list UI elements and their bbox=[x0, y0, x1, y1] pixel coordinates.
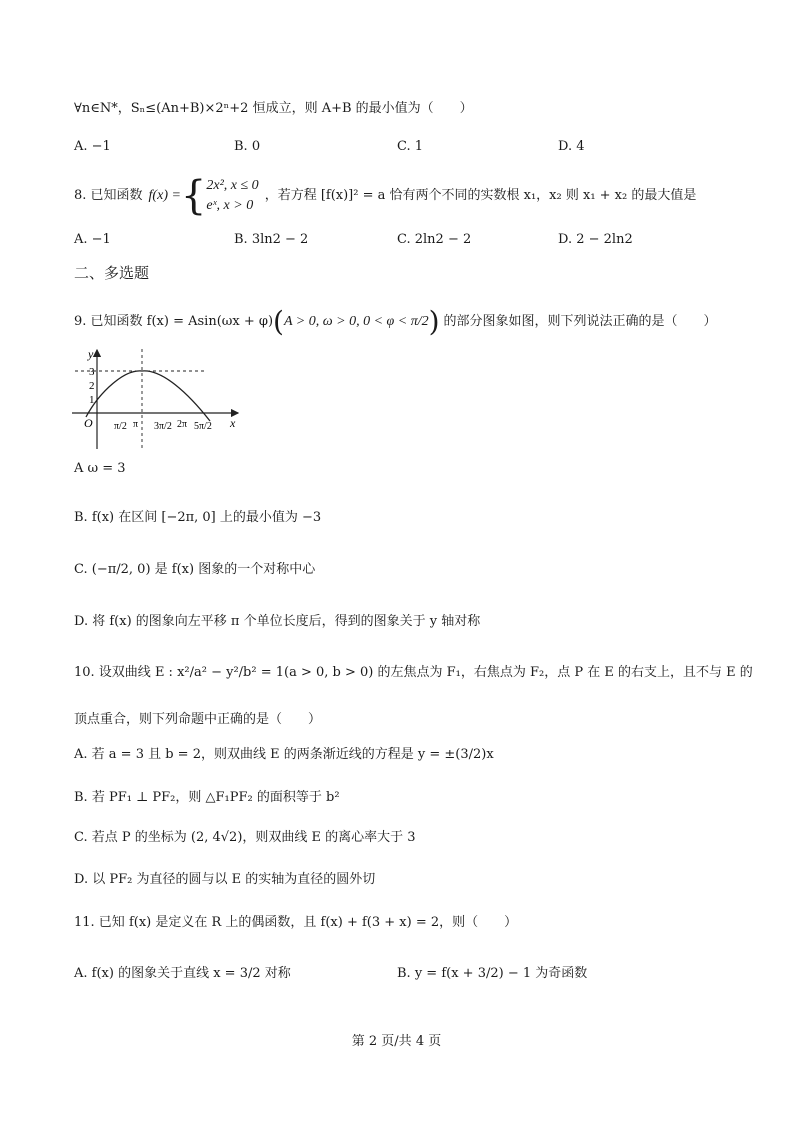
q7-option-c: C. 1 bbox=[397, 139, 424, 154]
x-tick-3pi-2: 3π/2 bbox=[154, 421, 172, 432]
q7-text: ∀n∈N*，Sₙ≤(An+B)×2ⁿ+2 恒成立，则 A+B 的最小值为（ ） bbox=[74, 101, 473, 116]
q9-option-d: D. 将 f(x) 的图象向左平移 π 个单位长度后，得到的图象关于 y 轴对称 bbox=[74, 614, 481, 629]
x-tick-2pi: 2π bbox=[177, 419, 188, 430]
q8-brace: { bbox=[180, 173, 207, 219]
x-tick-pi-2: π/2 bbox=[114, 421, 127, 432]
q7-option-d: D. 4 bbox=[558, 139, 585, 154]
q8-case-2: eˣ, x > 0 bbox=[206, 198, 254, 213]
q9-text bbox=[74, 304, 717, 340]
q9-text2: 的部分图象如图，则下列说法正确的是（ ） bbox=[443, 314, 717, 329]
q11-text: 11. 已知 f(x) 是定义在 R 上的偶函数，且 f(x) + f(3 + x) = 2，则（ ） bbox=[74, 915, 518, 930]
x-tick-5pi-2: 5π/2 bbox=[194, 421, 212, 432]
q8-text2: ，若方程 [f(x)]² = a 恰有两个不同的实数根 x₁，x₂ 则 x₁ + x₂ 的最大值是 bbox=[264, 188, 697, 203]
q11-option-a: A. f(x) 的图象关于直线 x = 3/2 对称 bbox=[74, 966, 291, 981]
q9-condition: A > 0, ω > 0, 0 < φ < π/2 bbox=[283, 314, 429, 329]
q8-case-1: 2x², x ≤ 0 bbox=[206, 178, 259, 193]
q10-text2: 顶点重合，则下列命题中正确的是（ ） bbox=[74, 712, 322, 727]
section-title: 二、多选题 bbox=[74, 264, 150, 282]
q9-graph bbox=[70, 347, 250, 452]
q11-option-b: B. y = f(x + 3/2) − 1 为奇函数 bbox=[397, 966, 588, 981]
q7-option-b: B. 0 bbox=[234, 139, 261, 154]
y-tick-1: 1 bbox=[89, 394, 95, 406]
q8-option-a: A. −1 bbox=[74, 232, 111, 247]
page-footer: 第 2 页/共 4 页 bbox=[351, 1034, 442, 1049]
q10-option-d: D. 以 PF₂ 为直径的圆与以 E 的实轴为直径的圆外切 bbox=[74, 872, 376, 887]
q9-paren-left: ( bbox=[273, 305, 284, 338]
q8-text bbox=[74, 174, 696, 218]
q8-option-b: B. 3ln2 − 2 bbox=[234, 232, 309, 247]
q9-text1: 9. 已知函数 f(x) = Asin(ωx + φ) bbox=[74, 314, 274, 329]
y-tick-3: 3 bbox=[89, 366, 95, 378]
origin-label: O bbox=[84, 416, 93, 430]
q9-option-a: A ω = 3 bbox=[74, 461, 126, 476]
q8-option-d: D. 2 − 2ln2 bbox=[558, 232, 633, 247]
q8-option-c: C. 2ln2 − 2 bbox=[397, 232, 472, 247]
y-tick-2: 2 bbox=[89, 380, 95, 392]
x-axis-label: x bbox=[230, 416, 236, 430]
q8-fx: f(x) = bbox=[148, 188, 181, 203]
q10-option-a: A. 若 a = 3 且 b = 2，则双曲线 E 的两条渐近线的方程是 y = ±(3/2)x bbox=[74, 747, 494, 762]
x-tick-pi: π bbox=[133, 419, 139, 430]
q10-option-c: C. 若点 P 的坐标为 (2, 4√2)，则双曲线 E 的离心率大于 3 bbox=[74, 830, 416, 845]
q8-number: 8. 已知函数 bbox=[74, 188, 143, 203]
q10-text1: 10. 设双曲线 E : x²/a² − y²/b² = 1(a > 0, b > 0) 的左焦点为 F₁，右焦点为 F₂，点 P 在 E 的右支上，且不与 E 的 bbox=[74, 665, 753, 680]
q7-option-a: A. −1 bbox=[74, 139, 111, 154]
q9-option-b: B. f(x) 在区间 [−2π, 0] 上的最小值为 −3 bbox=[74, 510, 322, 525]
q9-option-c: C. (−π/2, 0) 是 f(x) 图象的一个对称中心 bbox=[74, 562, 316, 577]
q10-option-b: B. 若 PF₁ ⊥ PF₂，则 △F₁PF₂ 的面积等于 b² bbox=[74, 790, 340, 805]
y-axis-label: y bbox=[88, 347, 94, 361]
q8-cases bbox=[206, 176, 258, 216]
q9-paren-right: ) bbox=[428, 305, 440, 338]
